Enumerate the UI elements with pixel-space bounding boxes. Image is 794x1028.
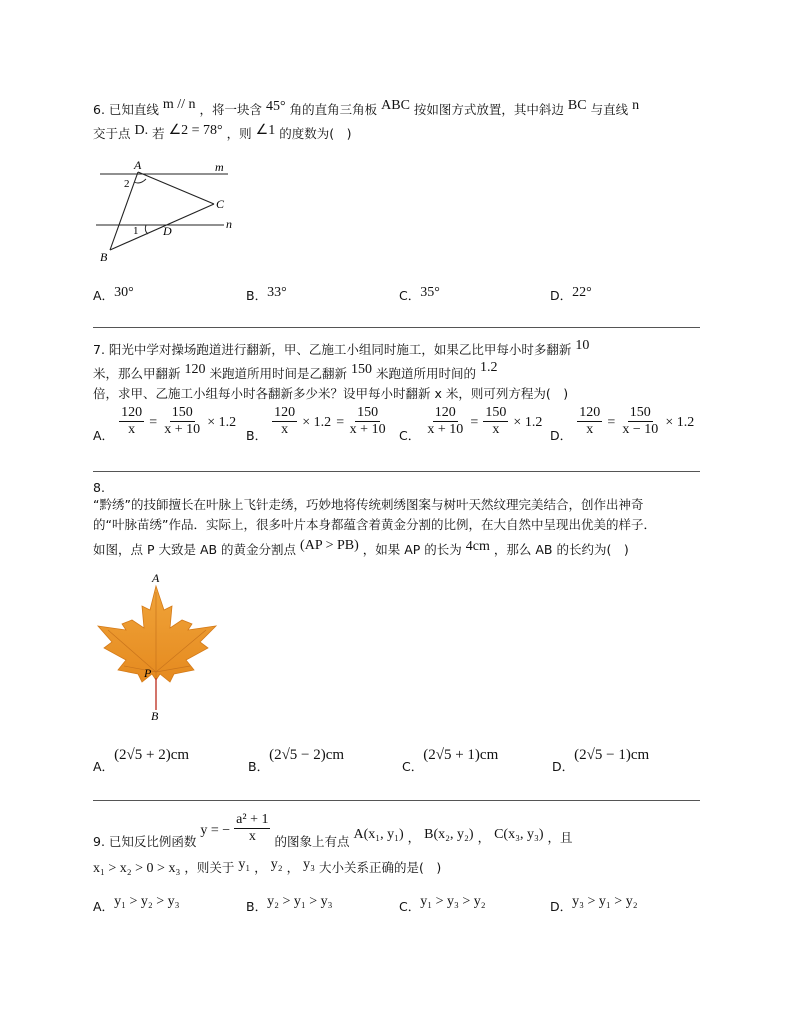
q6-option-b[interactable]: [246, 285, 287, 305]
q6-text: ，将一块含: [199, 102, 263, 117]
q8-number: 8.: [93, 480, 105, 495]
q6-line1: [93, 97, 640, 119]
q6-text: 按如图方式放置，其中斜边: [413, 102, 564, 117]
q8-text: 如图，点 P 大致是 AB 的黄金分割点: [93, 542, 297, 557]
label-n: n: [226, 217, 232, 231]
q8-math-ap-pb: (AP > PB): [300, 538, 359, 553]
denominator: x + 10: [427, 422, 464, 437]
fraction: [272, 405, 297, 438]
q9-text: ，则关于: [184, 860, 235, 875]
q6-text: 的度数为( ): [279, 126, 352, 141]
label-angle-2: 2: [124, 178, 130, 190]
label-d: D: [163, 224, 172, 238]
q7-option-b[interactable]: [246, 405, 388, 444]
q7-text: 7. 阳光中学对操场跑道进行翻新，甲、乙施工小组同时施工，如果乙比甲每小时多翻新: [93, 342, 572, 357]
option-value: y₁ > y₃ > y₂: [420, 894, 486, 909]
q9-math-y2: y₂: [270, 857, 283, 872]
leaf-label-a: A: [152, 571, 160, 585]
q9-option-a[interactable]: [93, 890, 180, 915]
option-label: A．: [93, 288, 115, 303]
numerator: 150: [629, 405, 651, 420]
numerator: 150: [485, 405, 507, 420]
denominator: x + 10: [164, 422, 201, 437]
q6-math-bc: BC: [567, 98, 587, 113]
option-value: 35°: [420, 285, 440, 300]
q9-text: ，: [286, 860, 300, 875]
q7-math-150: 150: [350, 362, 372, 377]
q6-math-d: D.: [134, 123, 149, 138]
q9-function-fraction: [234, 812, 270, 845]
option-label: C．: [399, 288, 421, 303]
fraction: [119, 405, 144, 438]
q6-math-abc: ABC: [381, 98, 410, 113]
q8-line1: “黔绣”的技師擅长在叶脉上飞针走绣，巧妙地将传统刺绣图案与树叶天然纹理完美结合，创作出神奇: [93, 497, 644, 512]
leaf-label-p: P: [144, 666, 152, 680]
option-label: D．: [550, 899, 573, 914]
q9-line2: [93, 858, 441, 877]
option-value: (2√5 + 2)cm: [114, 747, 190, 763]
option-value: (2√5 − 2)cm: [269, 747, 345, 763]
option-label: B．: [246, 288, 268, 303]
q6-text: 若: [152, 126, 165, 141]
q7-text: 米跑道所用时间是乙翻新: [209, 366, 347, 381]
option-label: A．: [93, 428, 115, 443]
q6-text: 交于点: [93, 126, 131, 141]
q9-text: ，: [477, 830, 491, 845]
q9-option-c[interactable]: [399, 890, 486, 915]
q6-option-d[interactable]: [550, 285, 592, 305]
multiplier: × 1.2: [207, 415, 237, 430]
angle-arc-1: [145, 225, 148, 234]
fraction: [577, 405, 602, 438]
option-label: A．: [93, 899, 115, 914]
option-label: D．: [550, 288, 573, 303]
option-value: y₂ > y₁ > y₃: [267, 894, 333, 909]
fraction: [348, 405, 388, 438]
q7-text: 倍，求甲、乙施工小组每小时各翻新多少米？设甲每小时翻新 x 米，则可列方程为( ): [93, 386, 569, 401]
q9-line1: [93, 812, 573, 850]
numerator: 120: [121, 405, 143, 420]
q6-math-angle2: ∠2 = 78°: [168, 123, 223, 138]
q9-text: ，: [254, 860, 267, 875]
segment-ac: [138, 172, 214, 204]
equals-sign: =: [336, 415, 348, 430]
denominator: x: [492, 422, 500, 437]
q6-text: 与直线: [590, 102, 629, 117]
q9-text: 大小关系正确的是( ): [318, 860, 442, 875]
q6-option-a[interactable]: [93, 285, 134, 305]
q7-option-c[interactable]: [399, 405, 542, 444]
q9-point-b: B(x₂, y₂): [424, 827, 474, 842]
denominator: x + 10: [349, 422, 386, 437]
q9-math-inequality: x₁ > x₂ > 0 > x₃: [93, 861, 181, 876]
q9-text: ，: [407, 830, 421, 845]
q7-math-120: 120: [184, 362, 206, 377]
q6-math-45: 45°: [266, 99, 286, 114]
q9-math-y3: y₃: [303, 857, 315, 872]
numerator: a² + 1: [236, 812, 269, 827]
q6-math-angle1: ∠1: [255, 123, 276, 138]
q7-math-10: 10: [575, 338, 590, 353]
q8-text: ，如果 AP 的长为: [362, 542, 462, 557]
q7-line2: [93, 360, 498, 383]
numerator: 120: [434, 405, 456, 420]
q6-geometry-figure: [96, 155, 246, 265]
numerator: 150: [171, 405, 193, 420]
option-label: B．: [246, 428, 268, 443]
divider: [93, 327, 700, 328]
option-label: B．: [246, 899, 268, 914]
equals-sign: =: [607, 415, 616, 430]
q9-option-d[interactable]: [550, 890, 638, 915]
q6-math-n: n: [632, 98, 640, 113]
option-value: (2√5 − 1)cm: [574, 747, 650, 763]
q9-func-lhs: y = −: [200, 823, 231, 838]
denominator: x − 10: [622, 422, 659, 437]
option-label: C．: [399, 899, 421, 914]
option-value: (2√5 + 1)cm: [423, 747, 499, 763]
label-m: m: [215, 160, 224, 174]
q6-line2: [93, 124, 351, 143]
option-value: y₃ > y₁ > y₂: [572, 894, 638, 909]
option-label: D．: [550, 428, 573, 443]
q9-math-y1: y₁: [238, 857, 251, 872]
q8-option-a[interactable]: [93, 744, 189, 775]
divider: [93, 800, 700, 801]
multiplier: × 1.2: [302, 415, 332, 430]
q9-text: 的图象上有点: [274, 834, 350, 849]
option-label: A．: [93, 759, 115, 774]
numerator: 120: [579, 405, 601, 420]
option-value: 33°: [267, 285, 287, 300]
q7-line3: [93, 384, 568, 402]
option-value: 30°: [114, 285, 134, 300]
maple-leaf-image: [92, 570, 222, 725]
denominator: x: [248, 829, 256, 844]
fraction: [620, 405, 660, 438]
q9-option-b[interactable]: [246, 890, 333, 915]
label-c: C: [216, 197, 225, 211]
q8-text: ，那么 AB 的长约为( ): [493, 542, 629, 557]
q8-option-b[interactable]: [248, 744, 344, 775]
q6-option-c[interactable]: [399, 285, 440, 305]
leaf-label-b: B: [151, 709, 159, 723]
q7-option-d[interactable]: [550, 405, 694, 444]
q7-line1: [93, 340, 589, 359]
denominator: x: [281, 422, 289, 437]
q9-text: ，且: [547, 830, 573, 845]
q7-text: 米跑道所用时间的: [375, 366, 476, 381]
multiplier: × 1.2: [513, 415, 543, 430]
segment-bc: [110, 204, 214, 250]
option-label: D．: [552, 759, 575, 774]
q6-text: 角的直角三角板: [289, 102, 378, 117]
q7-text: 米，那么甲翻新: [93, 366, 181, 381]
multiplier: × 1.2: [665, 415, 695, 430]
leaf-blade: [98, 586, 216, 682]
q8-line3: [93, 540, 629, 559]
option-label: C．: [399, 428, 421, 443]
q8-line2: 的“叶脉苗绣”作品．实际上，很多叶片本身都蕴含着黄金分割的比例，在大自然中呈现出优美的样子．: [93, 517, 656, 532]
q9-point-a: A(x₁, y₁): [353, 827, 404, 842]
q6-text: 6. 已知直线: [93, 102, 159, 117]
denominator: x: [128, 422, 136, 437]
q7-option-a[interactable]: [93, 405, 236, 444]
label-a: A: [134, 158, 142, 172]
equals-sign: =: [470, 415, 479, 430]
q9-point-c: C(x₃, y₃): [494, 827, 544, 842]
q7-math-12: 1.2: [479, 360, 498, 375]
q6-math-mn: m // n: [162, 97, 196, 112]
label-angle-1: 1: [133, 225, 139, 237]
option-value: y₁ > y₂ > y₃: [114, 894, 180, 909]
fraction: [425, 405, 465, 438]
q6-text: ，则: [226, 126, 252, 141]
divider: [93, 471, 700, 472]
q9-text: 9. 已知反比例函数: [93, 834, 197, 849]
option-label: B．: [248, 759, 270, 774]
q8-option-d[interactable]: [552, 744, 649, 775]
numerator: 120: [274, 405, 296, 420]
denominator: x: [586, 422, 594, 437]
fraction: [162, 405, 202, 438]
q8-math-4cm: 4cm: [465, 539, 490, 554]
numerator: 150: [357, 405, 379, 420]
fraction: [483, 405, 508, 438]
option-label: C．: [402, 759, 424, 774]
option-value: 22°: [572, 285, 592, 300]
q8-option-c[interactable]: [402, 744, 498, 775]
equals-sign: =: [149, 415, 158, 430]
label-b: B: [100, 250, 108, 264]
